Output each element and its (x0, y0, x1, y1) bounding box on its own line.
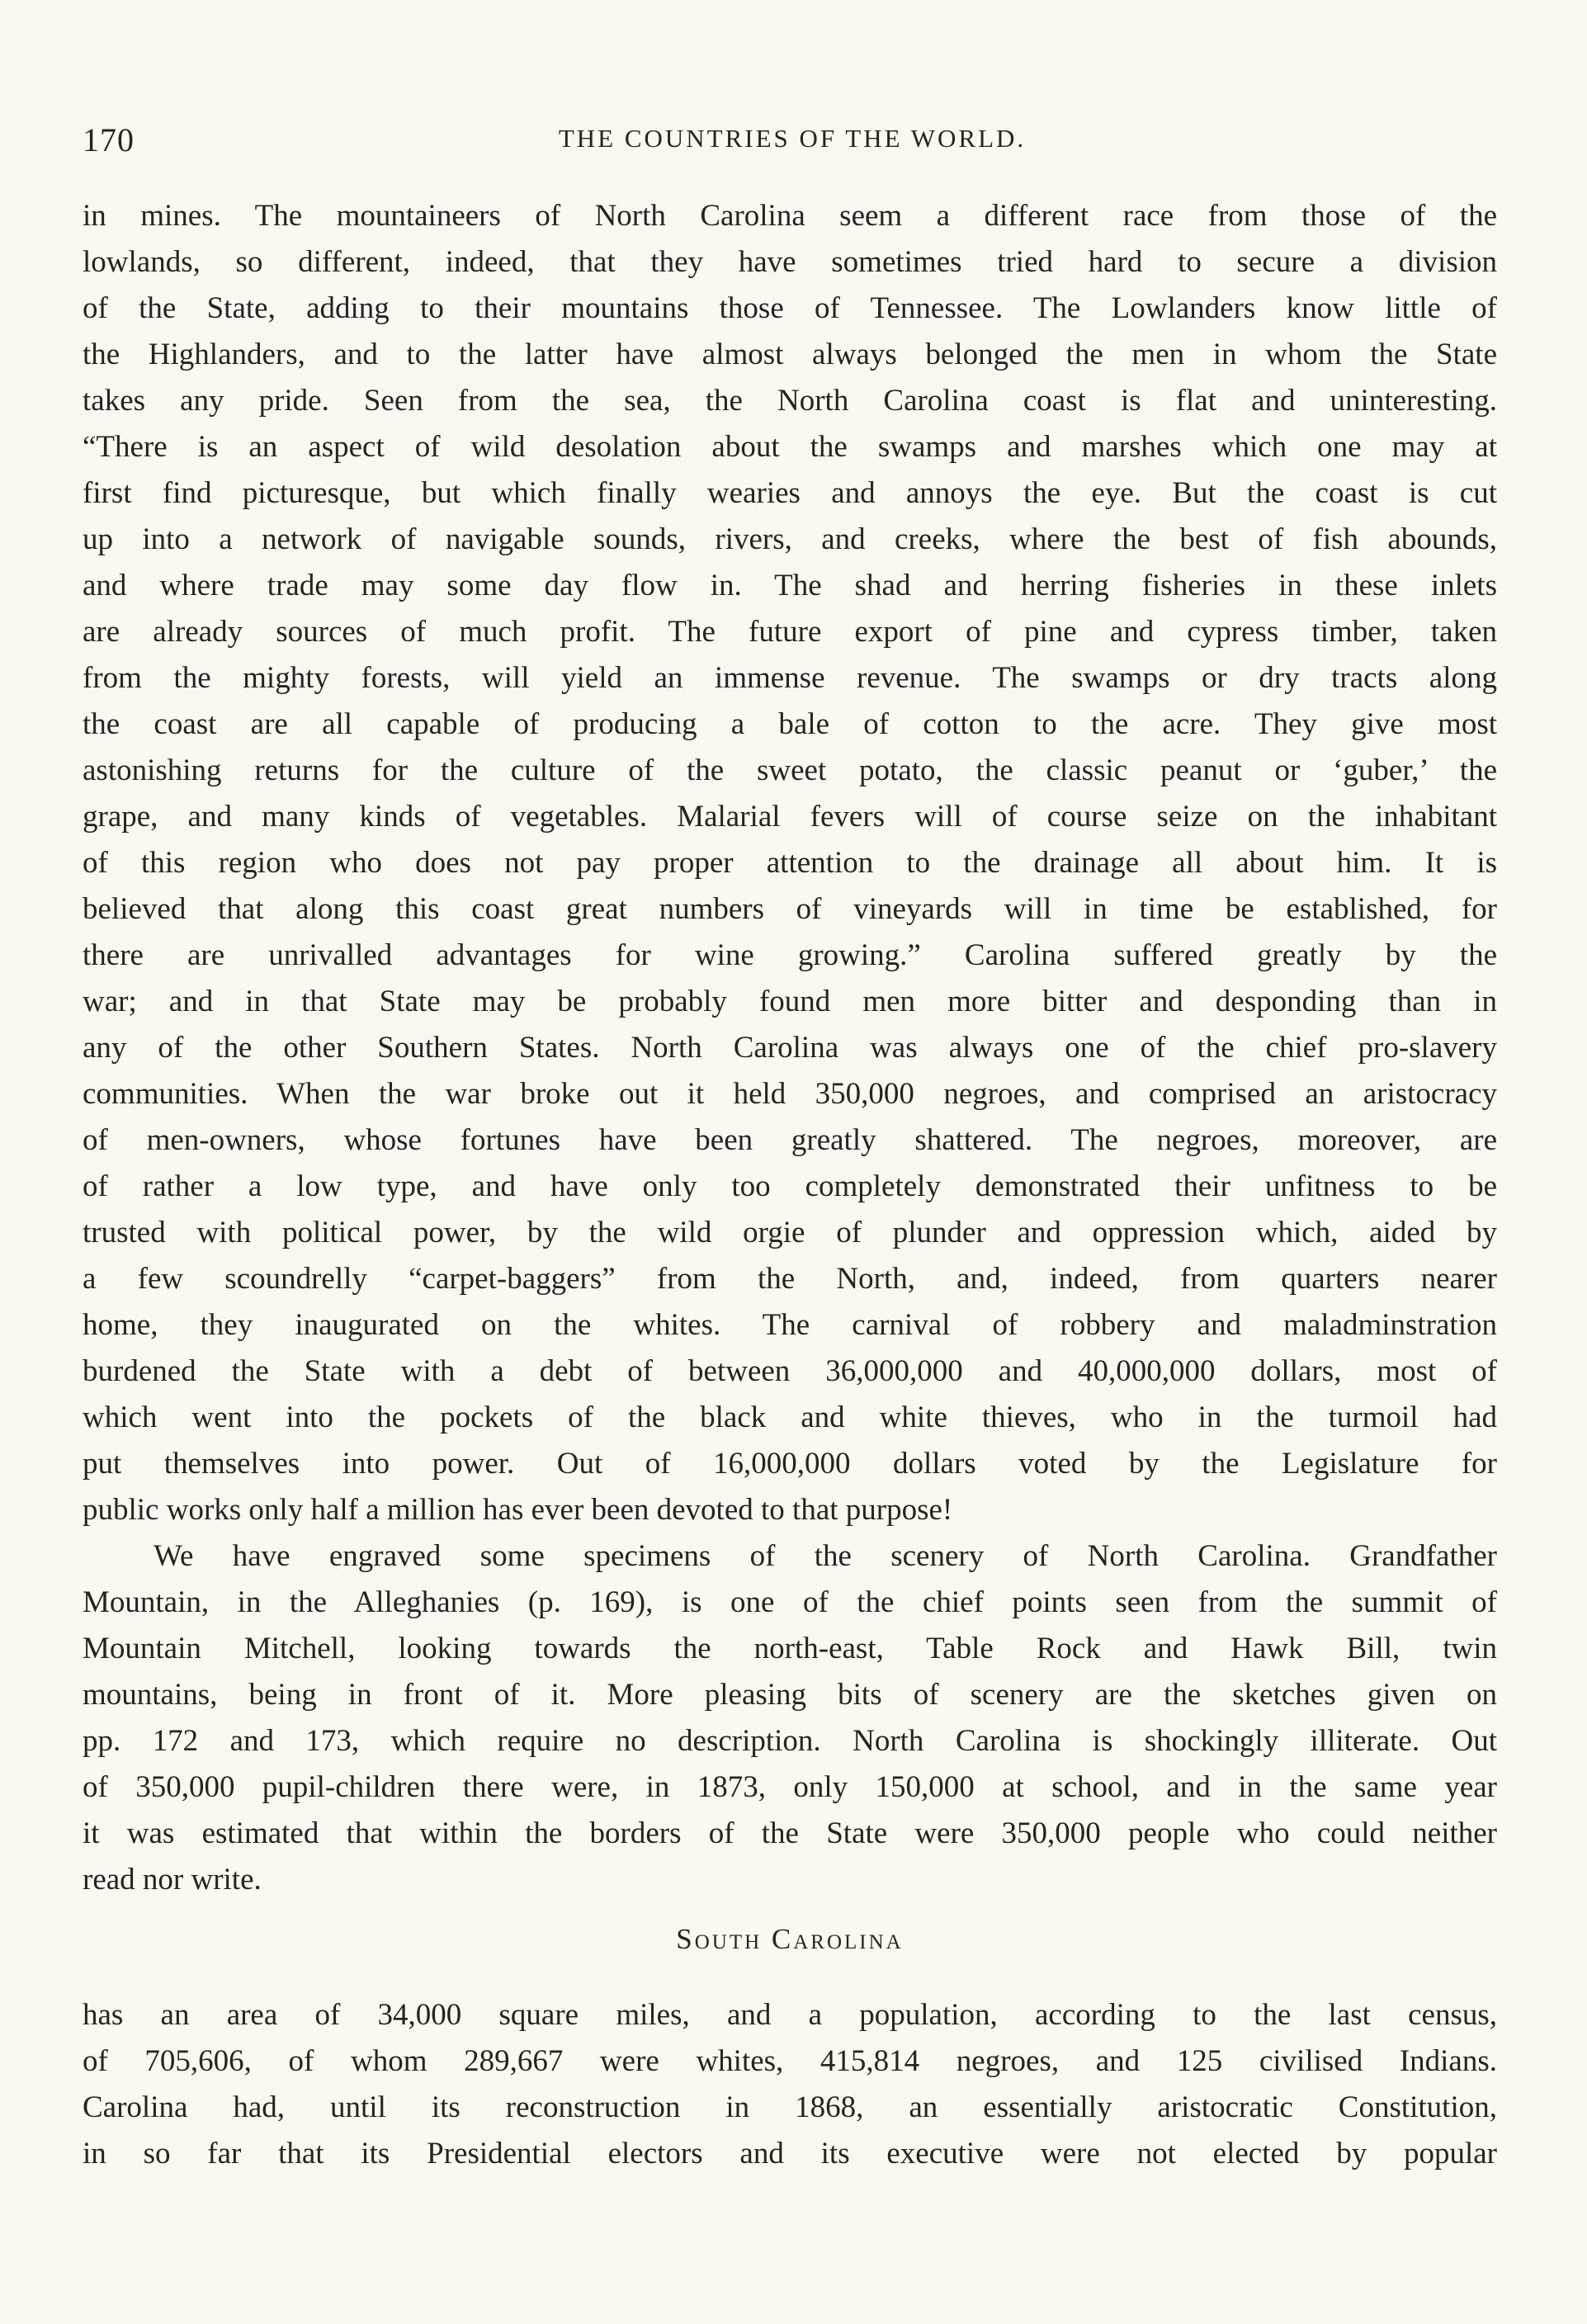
text-line: in so far that its Presidential electors and its executive were not elected by popular (83, 2137, 1497, 2170)
text-line: there are unrivalled advantages for wine growing.” Carolina suffered greatly by the (83, 938, 1497, 972)
text-line: trusted with political power, by the wild orgie of plunder and oppression which, aided by (83, 1216, 1497, 1249)
text-line: has an area of 34,000 square miles, and a population, according to the last census, (83, 1998, 1497, 2032)
text-line: of 350,000 pupil-children there were, in 1873, only 150,000 at school, and in the same year (83, 1770, 1497, 1804)
text-line: mountains, being in front of it. More pleasing bits of scenery are the sketches given on (83, 1678, 1497, 1712)
text-line: of rather a low type, and have only too completely demonstrated their unfitness to be (83, 1169, 1497, 1203)
running-title: THE COUNTRIES OF THE WORLD. (558, 124, 1027, 153)
text-line: Mountain, in the Alleghanies (p. 169), is one of the chief points seen from the summit of (83, 1585, 1497, 1619)
text-line: of 705,606, of whom 289,667 were whites, 415,814 negroes, and 125 civilised Indians. (83, 2044, 1497, 2078)
section-heading-south-carolina: South Carolina (676, 1923, 904, 1955)
text-line: of the State, adding to their mountains those of Tennessee. The Lowlanders know little of (83, 291, 1497, 325)
text-line: public works only half a million has ever been devoted to that purpose! (83, 1493, 953, 1527)
text-line: home, they inaugurated on the whites. The carnival of robbery and maladminstration (83, 1308, 1497, 1342)
paragraph-north-carolina-description (83, 193, 1497, 1533)
text-line: first find picturesque, but which finally wearies and annoys the eye. But the coast is cut (83, 476, 1497, 510)
text-line: Carolina had, until its reconstruction in 1868, an essentially aristocratic Constitution, (83, 2090, 1497, 2124)
text-line: grape, and many kinds of vegetables. Malarial fevers will of course seize on the inhabitant (83, 800, 1497, 834)
text-line: Mountain Mitchell, looking towards the north-east, Table Rock and Hawk Bill, twin (83, 1632, 1497, 1665)
paragraph-south-carolina (83, 1992, 1497, 2177)
text-line: and where trade may some day flow in. The shad and herring fisheries in these inlets (83, 569, 1497, 602)
paragraph-scenery-and-education (83, 1533, 1497, 1903)
text-line: in mines. The mountaineers of North Carolina seem a different race from those of the (83, 199, 1497, 233)
text-line: lowlands, so different, indeed, that they have sometimes tried hard to secure a division (83, 245, 1497, 279)
text-line: of this region who does not pay proper attention to the drainage all about him. It is (83, 846, 1497, 880)
text-line: are already sources of much profit. The future export of pine and cypress timber, taken (83, 615, 1497, 649)
text-line: any of the other Southern States. North Carolina was always one of the chief pro-slavery (83, 1031, 1497, 1065)
text-line: of men-owners, whose fortunes have been greatly shattered. The negroes, moreover, are (83, 1123, 1497, 1157)
text-line: war; and in that State may be probably found men more bitter and desponding than in (83, 985, 1497, 1018)
page-number: 170 (83, 121, 135, 158)
text-line: up into a network of navigable sounds, rivers, and creeks, where the best of fish abounds, (83, 522, 1497, 556)
text-line: We have engraved some specimens of the scenery of North Carolina. Grandfather (154, 1539, 1497, 1573)
text-line: communities. When the war broke out it held 350,000 negroes, and comprised an aristocracy (83, 1077, 1497, 1111)
text-line: put themselves into power. Out of 16,000,000 dollars voted by the Legislature for (83, 1447, 1497, 1481)
text-line: which went into the pockets of the black and white thieves, who in the turmoil had (83, 1401, 1497, 1434)
text-line: it was estimated that within the borders of the State were 350,000 people who could neither (83, 1816, 1497, 1850)
text-line: takes any pride. Seen from the sea, the North Carolina coast is flat and uninteresting. (83, 384, 1497, 418)
text-line: read nor write. (83, 1863, 262, 1897)
page-header (83, 120, 1502, 163)
text-line: the coast are all capable of producing a bale of cotton to the acre. They give most (83, 707, 1497, 741)
text-line: the Highlanders, and to the latter have almost always belonged the men in whom the State (83, 338, 1497, 371)
text-line: from the mighty forests, will yield an immense revenue. The swamps or dry tracts along (83, 661, 1497, 695)
text-line: a few scoundrelly “carpet-baggers” from the North, and, indeed, from quarters nearer (83, 1262, 1497, 1296)
text-line: pp. 172 and 173, which require no description. North Carolina is shockingly illiterate. Out (83, 1724, 1497, 1758)
text-line: astonishing returns for the culture of the sweet potato, the classic peanut or ‘guber,’ the (83, 753, 1497, 787)
text-line: burdened the State with a debt of between 36,000,000 and 40,000,000 dollars, most of (83, 1354, 1497, 1388)
text-line: “There is an aspect of wild desolation about the swamps and marshes which one may at (83, 430, 1497, 464)
text-line: believed that along this coast great numbers of vineyards will in time be established, for (83, 892, 1497, 926)
